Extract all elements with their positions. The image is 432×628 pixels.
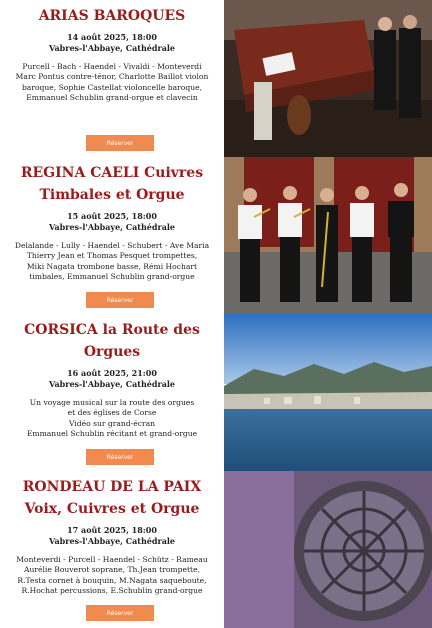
event-date: 14 août 2025, 18:00: [67, 32, 157, 42]
event-text: [0, 471, 224, 628]
event-place: Vabres-l'Abbaye, Cathédrale: [48, 43, 176, 53]
event-date: 16 août 2025, 21:00: [67, 368, 157, 378]
desc-line: Aurélie Bouverot soprane, Th.Jean trompette,: [23, 565, 201, 575]
reserve-button[interactable]: Réserver: [86, 135, 154, 151]
event-card-corsica: [0, 314, 432, 471]
desc-line: Vidéo sur grand-écran: [68, 418, 156, 428]
event-place: Vabres-l'Abbaye, Cathédrale: [48, 536, 176, 546]
reserve-button[interactable]: Réserver: [86, 292, 154, 308]
desc-line: Purcell - Bach - Haendel - Vivaldi - Monteverdi: [22, 62, 202, 71]
desc-line: R.Testa cornet à bouquin, M.Nagata saqueboute,: [17, 575, 207, 585]
event-place: Vabres-l'Abbaye, Cathédrale: [48, 379, 176, 389]
event-card-arias-baroques: [0, 0, 432, 157]
event-description: [0, 241, 224, 283]
event-date: 17 août 2025, 18:00: [67, 525, 157, 535]
desc-line: Un voyage musical sur la route des orgues: [29, 398, 195, 407]
event-title: ARIAS BAROQUES: [38, 8, 186, 24]
event-photo-brass-ensemble: [224, 157, 432, 314]
event-title: RONDEAU DE LA PAIX Voix, Cuivres et Orgue: [22, 479, 202, 517]
event-date: 15 août 2025, 18:00: [67, 211, 157, 221]
desc-line: Marc Pontus contre-ténor, Charlotte Baillot violon: [15, 72, 209, 82]
event-text: [0, 157, 224, 314]
event-card-regina-caeli: [0, 157, 432, 314]
desc-line: et des églises de Corse: [67, 408, 157, 418]
reserve-button[interactable]: Réserver: [86, 605, 154, 621]
event-card-rondeau-de-la-paix: [0, 471, 432, 628]
desc-line: Monteverdi - Purcell - Haendel - Schütz - Rameau: [16, 555, 208, 564]
event-text: [0, 0, 224, 157]
desc-line: Emmanuel Schublin grand-orgue et clavecin: [26, 93, 198, 103]
event-description: [0, 62, 224, 104]
event-description: [0, 555, 224, 597]
event-description: [0, 398, 224, 440]
event-place: Vabres-l'Abbaye, Cathédrale: [48, 222, 176, 232]
desc-line: timbales, Emmanuel Schublin grand-orgue: [29, 272, 195, 282]
desc-line: Miki Nagata trombone basse, Rémi Hochart: [26, 261, 198, 271]
event-title: CORSICA la Route des Orgues: [24, 322, 200, 360]
desc-line: Delalande - Lully - Haendel - Schubert - Ave Maria: [14, 241, 210, 250]
reserve-button[interactable]: Réserver: [86, 449, 154, 465]
event-title: REGINA CAELI Cuivres Timbales et Orgue: [20, 165, 204, 203]
desc-line: Thierry Jean et Thomas Pesquet trompettes,: [26, 251, 198, 261]
desc-line: Emmanuel Schublin récitant et grand-orgue: [26, 429, 198, 439]
event-photo-baroque-ensemble: [224, 0, 432, 157]
event-photo-rose-window: [224, 471, 432, 628]
desc-line: R.Hochat percussions, E.Schublin grand-orgue: [21, 586, 203, 596]
desc-line: baroque, Sophie Castellat violoncelle baroque,: [21, 82, 203, 92]
event-photo-corsica-coast: [224, 314, 432, 471]
event-text: [0, 314, 224, 471]
